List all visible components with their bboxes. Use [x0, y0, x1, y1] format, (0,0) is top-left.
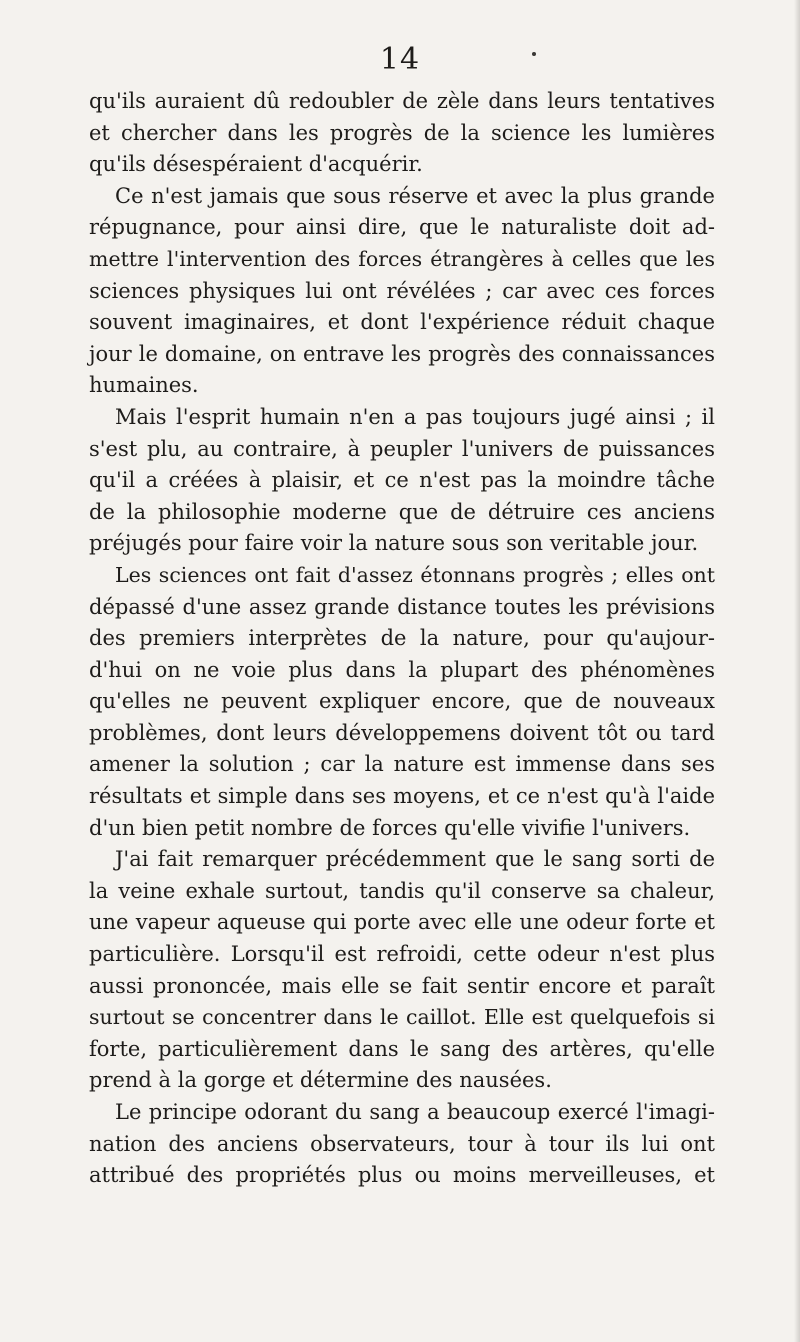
text-line: d'hui on ne voie plus dans la plupart des phénomènes	[89, 657, 715, 682]
text-line: préjugés pour faire voir la nature sous son veritable jour.	[89, 531, 699, 556]
text-line: jour le domaine, on entrave les progrès des connaissances	[89, 341, 715, 366]
text-line: dépassé d'une assez grande distance toutes les prévisions	[89, 594, 715, 619]
body-text	[89, 86, 715, 1192]
text-line: et chercher dans les progrès de la science les lumières	[89, 120, 715, 145]
text-line: répugnance, pour ainsi dire, que le naturaliste doit ad-	[89, 215, 715, 240]
paragraph	[89, 560, 715, 844]
paragraph	[89, 181, 715, 402]
text-line: s'est plu, au contraire, à peupler l'univers de puissances	[89, 436, 715, 461]
text-line: Ce n'est jamais que sous réserve et avec la plus grande	[115, 183, 715, 208]
text-line: attribué des propriétés plus ou moins merveilleuses, et	[89, 1163, 715, 1188]
text-line: résultats et simple dans ses moyens, et ce n'est qu'à l'aide	[89, 784, 715, 809]
text-line: qu'il a créées à plaisir, et ce n'est pas la moindre tâche	[89, 468, 715, 493]
text-line: nation des anciens observateurs, tour à tour ils lui ont	[89, 1131, 715, 1156]
text-line: une vapeur aqueuse qui porte avec elle une odeur forte et	[89, 910, 715, 935]
text-line: la veine exhale surtout, tandis qu'il conserve sa chaleur,	[89, 878, 715, 903]
text-line: prend à la gorge et détermine des nausées.	[89, 1068, 552, 1093]
text-line: qu'elles ne peuvent expliquer encore, que de nouveaux	[89, 689, 715, 714]
page-edge-shadow	[794, 0, 800, 1342]
text-line: forte, particulièrement dans le sang des artères, qu'elle	[89, 1036, 715, 1061]
text-line: de la philosophie moderne que de détruire ces anciens	[89, 499, 715, 524]
paragraph	[89, 86, 715, 181]
text-line: Mais l'esprit humain n'en a pas toujours jugé ainsi ; il	[115, 404, 715, 429]
text-line: souvent imaginaires, et dont l'expérience réduit chaque	[89, 310, 715, 335]
text-line: aussi prononcée, mais elle se fait sentir encore et paraît	[89, 973, 715, 998]
text-line: problèmes, dont leurs développemens doivent tôt ou tard	[89, 720, 715, 745]
text-line: sciences physiques lui ont révélées ; car avec ces forces	[89, 278, 715, 303]
text-line: particulière. Lorsqu'il est refroidi, cette odeur n'est plus	[89, 942, 715, 967]
paragraph	[89, 402, 715, 560]
text-line: J'ai fait remarquer précédemment que le sang sorti de	[115, 847, 715, 872]
text-line: amener la solution ; car la nature est immense dans ses	[89, 752, 715, 777]
text-line: des premiers interprètes de la nature, pour qu'aujour-	[89, 626, 715, 651]
text-line: d'un bien petit nombre de forces qu'elle vivifie l'univers.	[89, 815, 691, 840]
paragraph	[89, 1097, 715, 1192]
ink-speck	[532, 52, 536, 56]
text-line: mettre l'intervention des forces étrangères à celles que les	[89, 246, 715, 271]
paragraph	[89, 844, 715, 1097]
text-line: qu'ils désespéraient d'acquérir.	[89, 152, 423, 177]
page-number: 14	[379, 42, 421, 77]
text-line: humaines.	[89, 373, 199, 398]
text-line: Les sciences ont fait d'assez étonnans progrès ; elles ont	[115, 562, 715, 587]
text-line: qu'ils auraient dû redoubler de zèle dans leurs tentatives	[89, 89, 715, 113]
text-line: Le principe odorant du sang a beaucoup exercé l'imagi-	[115, 1100, 715, 1124]
text-line: surtout se concentrer dans le caillot. Elle est quelquefois si	[89, 1005, 715, 1030]
